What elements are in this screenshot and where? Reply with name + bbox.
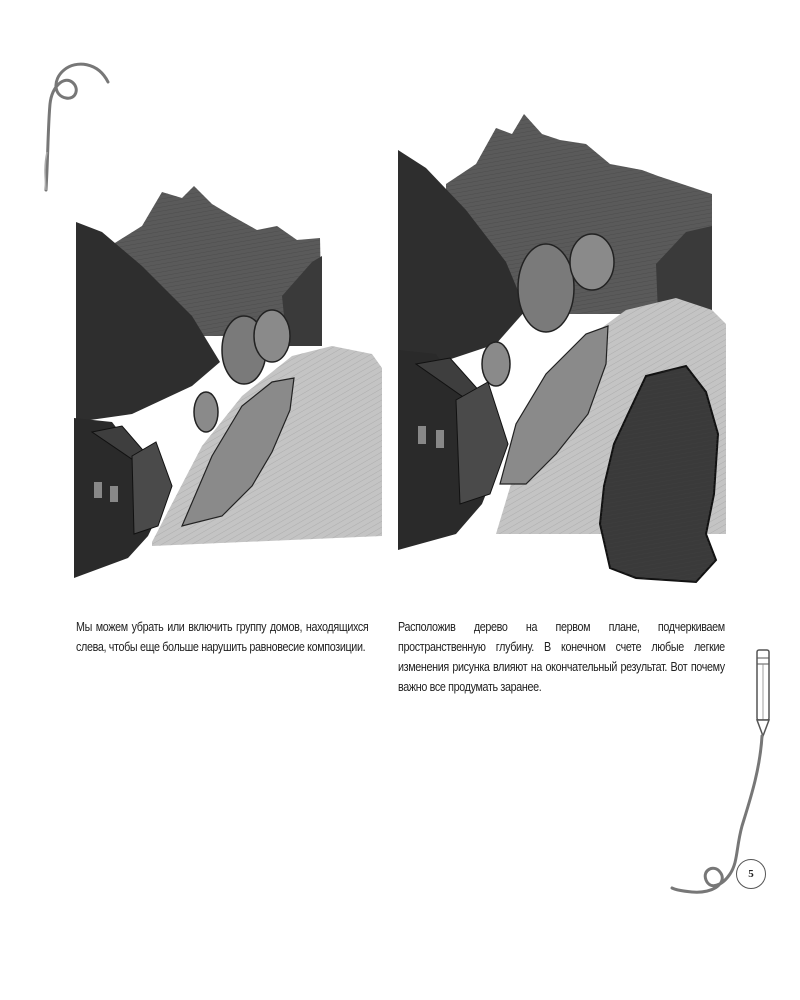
landscape-illustration-right xyxy=(396,114,730,584)
page-number: 5 xyxy=(736,859,766,889)
pencil-icon xyxy=(754,648,772,738)
caption-left: Мы можем убрать или включить группу домов, находящихся слева, чтобы еще больше нарушить равновесие композиции. xyxy=(76,619,369,654)
swirl-flourish-icon xyxy=(36,56,116,196)
landscape-illustration-left xyxy=(72,186,384,580)
caption-right: Расположив дерево на первом плане, подчеркиваем пространственную глубину. В конечном счете любые легкие изменения рисунка влияют на окончательный результат. Вот почему важно все продумать заранее. xyxy=(398,619,725,694)
